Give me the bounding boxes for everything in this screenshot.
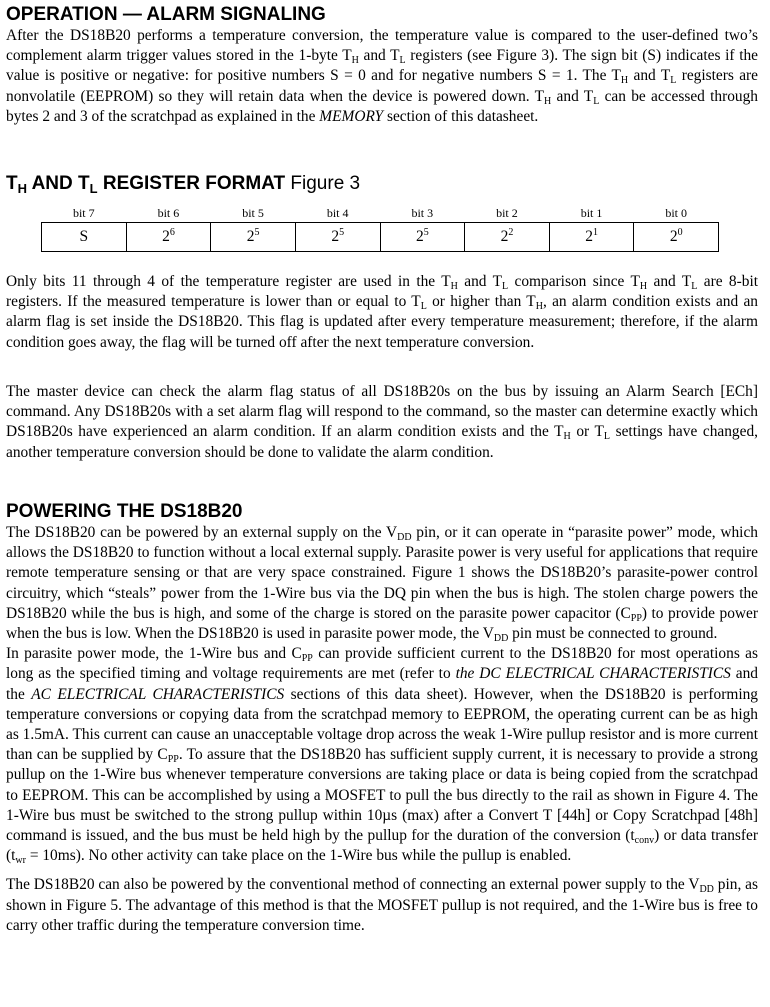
bit-label: bit 1 xyxy=(580,206,603,220)
bit-cell: $2^5$ xyxy=(380,223,465,252)
comparison-paragraph: Only bits 11 through 4 of the temperature register are used in the $T_H$ and $T_L$ comparison since $T_H$ and $T_L$ are 8-bit registers. If the measured temperature is lower than or equal to $T_L$ or higher than $T_H$, an alarm condition exists and an alarm flag is set inside the DS18B20. This flag is updated after every temperature measurement; therefore, if the alarm condition goes away, the flag will be turned off after the next temperature conversion. xyxy=(6,273,758,351)
bit-label: bit 4 xyxy=(326,206,349,220)
bit-label: bit 3 xyxy=(411,206,434,220)
section-alarm-search-text xyxy=(6,382,758,463)
bit-cell: $2^0$ xyxy=(634,223,719,252)
bit-label: bit 5 xyxy=(242,206,264,220)
alarm-search-paragraph: The master device can check the alarm flag status of all DS18B20s on the bus by issuing an Alarm Search [ECh] command. Any DS18B20s with a set alarm flag will respond to the command, so the master can determine exactly which DS18B20s have experienced an alarm condition. If an alarm condition exists and the $T_H$ or $T_L$ settings have changed, another temperature conversion should be done to validate the alarm condition. xyxy=(6,383,759,461)
bit-label: bit 6 xyxy=(157,206,180,220)
section-comparison-text xyxy=(6,272,758,353)
bit-cell: $2^2$ xyxy=(465,223,550,252)
bit-cell: $2^6$ xyxy=(126,223,211,252)
bit-label-row xyxy=(42,206,719,223)
register-format-table xyxy=(41,206,719,252)
bit-value-row xyxy=(42,223,719,252)
bit-label: bit 7 xyxy=(72,206,95,220)
bit-label: bit 2 xyxy=(496,206,518,220)
bit-cell: $2^5$ xyxy=(211,223,296,252)
bit-label: bit 0 xyxy=(665,206,688,220)
bit-cell: $2^5$ xyxy=(295,223,380,252)
bit-cell-sign: S xyxy=(42,223,127,252)
section-heading-powering: POWERING THE DS18B20 xyxy=(6,501,243,522)
alarm-paragraph: After the DS18B20 performs a temperature conversion, the temperature value is compared to the user-defined two’s complement alarm trigger values stored in the 1-byte $T_H$ and $T_L$ registers (see Figure 3). The sign bit (S) indicates if the value is positive or negative: for positive numbers S = 0 and for negative numbers S = 1. The $T_H$ and $T_L$ registers are nonvolatile (EEPROM) so they will retain data when the device is powered down. $T_H$ and $T_L$ can be accessed through bytes 2 and 3 of the scratchpad as explained in the MEMORY section of this datasheet. xyxy=(6,27,759,125)
powering-paragraph-2: In parasite power mode, the 1-Wire bus and $C_{PP}$ can provide sufficient current to the DS18B20 for most operations as long as the specified timing and voltage requirements are met (refer to the DC ELECTRICAL CHARACTERISTICS and the AC ELECTRICAL CHARACTERISTICS sections of this data sheet). However, when the DS18B20 is performing temperature conversions or copying data from the scratchpad memory to EEPROM, the operating current can be as high as 1.5mA. This current can cause an unacceptable voltage drop across the weak 1-Wire pullup resistor and is more current than can be supplied by $C_{PP}$. To assure that the DS18B20 has sufficient supply current, it is necessary to provide a strong pullup on the 1-Wire bus whenever temperature conversions are taking place or data is being copied from the scratchpad to EEPROM. This can be accomplished by using a MOSFET to pull the bus directly to the rail as shown in Figure 4. The 1-Wire bus must be switched to the strong pullup within 10µs (max) after a Convert T [44h] or Copy Scratchpad [48h] command is issued, and the bus must be held high by the pullup for the duration of the conversion $(t_{conv})$ or data transfer $(t_{wr} = 10ms)$. No other activity can take place on the 1-Wire bus while the pullup is enabled. xyxy=(6,645,759,867)
section-powering xyxy=(6,501,758,936)
powering-paragraph-3: The DS18B20 can also be powered by the conventional method of connecting an external power supply to the $V_{DD}$ pin, as shown in Figure 5. The advantage of this method is that the MOSFET pullup is not required, and the 1-Wire bus is free to carry other traffic during the temperature conversion time. xyxy=(6,876,758,934)
powering-paragraph-1: The DS18B20 can be powered by an external supply on the $V_{DD}$ pin, or it can operate in “parasite power” mode, which allows the DS18B20 to function without a local external supply. Parasite power is very useful for applications that require remote temperature sensing or that are very space constrained. Figure 1 shows the DS18B20’s parasite-power control circuitry, which “steals” power from the 1-Wire bus via the DQ pin when the bus is high. The stolen charge powers the DS18B20 while the bus is high, and some of the charge is stored on the parasite power capacitor $(C_{PP})$ to provide power when the bus is low. When the DS18B20 is used in parasite power mode, the $V_{DD}$ pin must be connected to ground. xyxy=(6,524,758,645)
section-alarm-signaling xyxy=(6,4,758,127)
section-heading-alarm: OPERATION — ALARM SIGNALING xyxy=(6,4,326,25)
figure-3 xyxy=(6,173,758,252)
bit-cell: $2^1$ xyxy=(549,223,634,252)
figure-3-title: $T_H$ AND $T_L$ REGISTER FORMAT Figure 3 xyxy=(6,173,361,196)
